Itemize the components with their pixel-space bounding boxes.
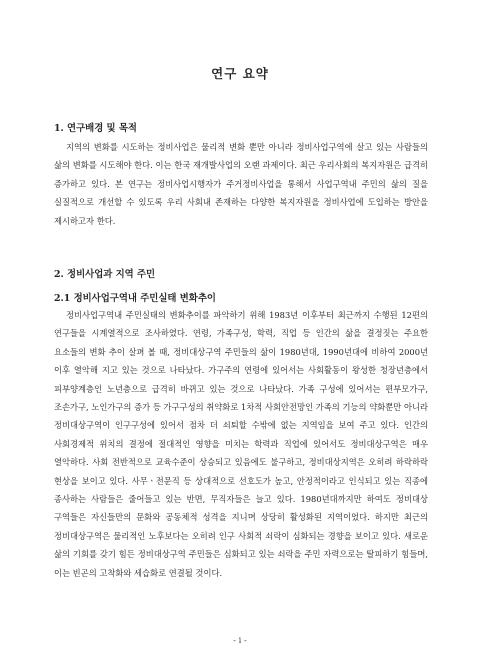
- section-2-1-paragraph: 정비사업구역내 주민실태의 변화추이를 파악하기 위해 1983년 이후부터 최근까지 수행된 12편의 연구들을 시계열적으로 조사하였다. 연령, 가족구성, 학력, 직업 등 인간의 삶을 결정짓는 주요한 요소들의 변화 추이 살펴 볼 때, 정비대상구역 주민들의 삶이 1980년대, 1990년대에 비하여 2000년 이후 열악해 지고 있는 것으로 나타났다. 가구주의 연령에 있어서는 사회활동이 왕성한 청장년층에서 피부양계층인 노년층으로 급격히 바뀌고 있는 것으로 나타났다. 가족 구성에 있어서는 편부모가구, 조손가구, 노인가구의 증가 등 가구구성의 취약화로 1차적 사회안전망인 가족의 기능의 약화뿐만 아니라 정비대상구역이 인구구성에 있어서 점차 더 쇠퇴할 수밖에 없는 지역임을 보여 주고 있다. 인간의 사회경제적 위치의 결정에 절대적인 영향을 미치는 학력과 직업에 있어서도 정비대상구역은 매우 열악하다. 사회 전반적으로 교육수준이 상승되고 있음에도 불구하고, 정비대상지역은 오히려 하락하락 현상을 보이고 있다. 사무ㆍ전문직 등 상대적으로 선호도가 높고, 안정적이라고 인식되고 있는 직종에 종사하는 사람들은 줄어들고 있는 반면, 무직자들은 늘고 있다. 1980년대까지만 하여도 정비대상 구역들은 자신들만의 문화와 공동체적 성격을 지니며 상당히 활성화된 지역이었다. 하지만 최근의 정비대상구역은 물리적인 노후보다는 오히려 인구 사회적 쇠락이 심화되는 경향을 보이고 있다. 새로운 삶의 기회를 갖기 힘든 정비대상구역 주민들은 심화되고 있는 쇠락을 주민 자력으로는 탈피하기 힘들며, 이는 빈곤의 고착화와 세습화로 연결될 것이다.: [54, 310, 428, 578]
- page-title: 연구 요약: [211, 66, 269, 81]
- section-2-heading: 2. 정비사업과 지역 주민: [54, 269, 156, 280]
- section-1-heading: 1. 연구배경 및 목적: [54, 123, 137, 134]
- page-number: - i -: [233, 636, 247, 646]
- section-1-paragraph: 지역의 변화를 시도하는 정비사업은 물리적 변화 뿐만 아니라 정비사업구역에 살고 있는 사람들의 삶의 변화를 시도해야 한다. 이는 한국 재개발사업의 오랜 과제이다. 최근 우리사회의 복지자원은 급격히 증가하고 있다. 본 연구는 정비사업시행자가 주거정비사업을 통해서 사업구역내 주민의 삶의 질을 실질적으로 개선할 수 있도록 우리 사회내 존재하는 다양한 복지자원을 정비사업에 도입하는 방안을 제시하고자 한다.: [54, 142, 428, 226]
- section-2-1-heading: 2.1 정비사업구역내 주민실태 변화추이: [54, 293, 216, 304]
